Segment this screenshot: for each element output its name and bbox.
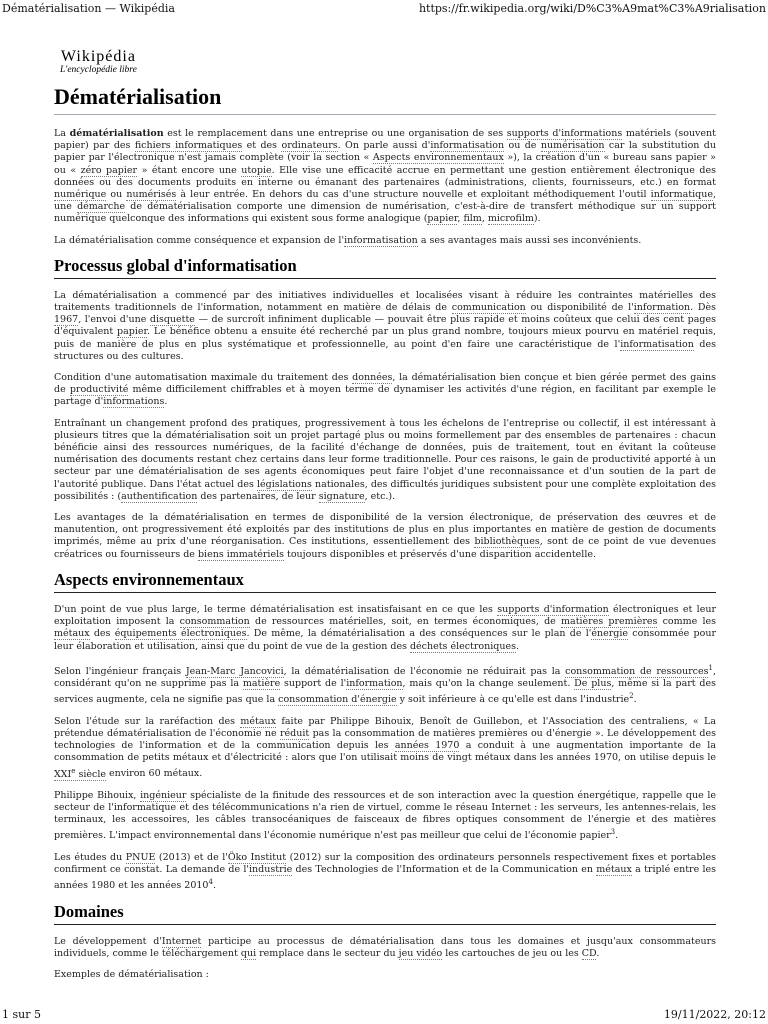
logo-wordmark: Wikipédia bbox=[60, 48, 136, 65]
page-title: Dématérialisation bbox=[54, 84, 716, 115]
print-footer bbox=[0, 1008, 768, 1022]
page-number: 1 sur 5 bbox=[2, 1008, 41, 1021]
section-heading-environnement: Aspects environnementaux bbox=[54, 570, 716, 593]
section-heading-processus: Processus global d'informatisation bbox=[54, 256, 716, 279]
print-header bbox=[0, 2, 768, 16]
wikipedia-logo[interactable] bbox=[60, 48, 137, 75]
processus-paragraph-3: Entraînant un changement profond des pratiques, progressivement à tous les échelons de l'entreprise ou collectif, il est intéressant à plusieurs titres que la dématérialisation soit un projet partagé plus ou moins formellement par des ensembles de partenaires : chacun bénéficie ainsi des ressources numériques, de la facilité d'échange de données, puis de traitement, tout en évitant la coûteuse numérisation des documents restant chez certains dans leur forme traditionnelle. Pour ces raisons, le gain de productivité apporté à un secteur par une dématérialisation de ses agents économiques peut faire l'objet d'une reconnaissance et d'un soutien de la part de l'autorité publique. Dans l'état actuel des législations nationales, des difficultés juridiques subsistent pour une complète exploitation des possibilités : (authentification des partenaires, de leur signature, etc.). bbox=[54, 417, 717, 502]
print-datetime: 19/11/2022, 20:12 bbox=[663, 1008, 766, 1021]
logo-tagline: L'encyclopédie libre bbox=[60, 65, 137, 75]
section-heading-domaines: Domaines bbox=[54, 902, 716, 925]
print-header-title: Dématérialisation — Wikipédia bbox=[2, 2, 175, 15]
environnement-paragraph-5: Les études du PNUE (2013) et de l'Öko Institut (2012) sur la composition des ordinateurs personnels respectivement fixes et portables confirment ce constat. La demande de l'industrie des Technologies de l'Information et de la Communication en métaux a triplé entre les années 1980 et les années 2010$^4$. bbox=[54, 851, 717, 892]
intro-paragraph-2: La dématérialisation comme conséquence et expansion de l'informatisation a ses avantages mais aussi ses inconvénients. bbox=[54, 234, 642, 246]
article-content bbox=[54, 84, 716, 990]
processus-paragraph-1: La dématérialisation a commencé par des initiatives individuelles et localisées visant à réduire les contraintes matérielles des traitements traditionnels de l'information, notamment en matière de délais de communication ou disponibilité de l'information. Dès 1967, l'envoi d'une disquette — de surcroît infiniment duplicable — pouvait être plus rapide et moins coûteux que celui des cent pages d'équivalent papier. Le bénéfice obtenu a ensuite été recherché par un plus grand nombre, toujours mieux pourvu en matériel requis, puis de manière de plus en plus systématique et professionnelle, au point d'en faire une caractéristique de l'informatisation des structures ou des cultures. bbox=[54, 289, 717, 362]
processus-paragraph-2: Condition d'une automatisation maximale du traitement des données, la dématérialisation bien conçue et bien gérée permet des gains de productivité même difficilement chiffrables et à moyen terme de dynamiser les activités d'une région, en facilitant par exemple le partage d'informations. bbox=[54, 372, 716, 408]
processus-paragraph-4: Les avantages de la dématérialisation en termes de disponibilité de la version électronique, de préservation des œuvres et de manutention, ont progressivement été exploités par des institutions de plus en plus importantes en matière de gestion de documents imprimés, même au prix d'une réorganisation. Ces institutions, essentiellement des bibliothèques, sont de ce point de vue devenues créatrices ou fournisseurs de biens immatériels toujours disponibles et préservés d'une disparition accidentelle. bbox=[54, 512, 716, 560]
intro-paragraph-1: La dématérialisation est le remplacement dans une entreprise ou une organisation de ses supports d'informations matériels (souvent papier) par des fichiers informatiques et des ordinateurs. On parle aussi d'informatisation ou de numérisation car la substitution du papier par l'électronique n'est jamais complète (voir la section « Aspects environnementaux »), la création d'un « bureau sans papier » ou « zéro papier » étant encore une utopie. Elle vise une efficacité accrue en permettant une gestion entièrement électronique des données ou des documents produits en interne ou émanant des partenaires (administrations, clients, fournisseurs, etc.) en format numérique ou numérisés à leur entrée. En dehors du cas d'une structure nouvelle et exploitant méthodiquement l'outil informatique, une démarche de dématérialisation comporte une dimension de numérisation, c'est-à-dire de transfert méthodique sur un support numérique quelconque des informations qui existent sous forme analogique (papier, film, microfilm). bbox=[54, 128, 717, 225]
domaines-paragraph-1: Le développement d'Internet participe au processus de dématérialisation dans tous les domaines et jusqu'aux consommateurs individuels, comme le téléchargement qui remplace dans le secteur du jeu vidéo les cartouches de jeu ou les CD. bbox=[54, 935, 717, 959]
environnement-paragraph-3: Selon l'étude sur la raréfaction des métaux faite par Philippe Bihouix, Benoît de Guillebon, et l'Association des centraliens, « La prétendue dématérialisation de l'économie ne réduit pas la consommation de matières premières ou d'énergie ». Le développement des technologies de l'information et de la communication depuis les années 1970 a conduit à une augmentation importante de la consommation de petits métaux et d'électricité : alors que l'on utilisait moins de vingt métaux dans les années 1970, on utilise depuis le XXIe siècle environ 60 métaux. bbox=[54, 715, 716, 780]
environnement-paragraph-2: Selon l'ingénieur français Jean-Marc Jancovici, la dématérialisation de l'économie ne réduirait pas la consommation de ressources$^1$, considérant qu'on ne supprime pas la matière support de l'information, mais qu'on la change seulement. De plus, même si la part des services augmente, cela ne signifie pas que la consommation d'énergie y soit inférieure à ce qu'elle est dans l'industrie$^2$. bbox=[54, 663, 716, 706]
environnement-paragraph-4: Philippe Bihouix, ingénieur spécialiste de la finitude des ressources et de son interaction avec la question énergétique, rappelle que le secteur de l'informatique et des télécommunications n'a rien de virtuel, comme le réseau Internet : les serveurs, les antennes-relais, les terminaux, les accessoires, les câbles transocéaniques de faisceaux de fibres optiques consomment de l'énergie et des matières premières. L'impact environnemental dans l'économie numérique n'est pas meilleur que celui de l'économie papier$^3$. bbox=[54, 789, 717, 842]
print-header-url: https://fr.wikipedia.org/wiki/D%C3%A9mat%C3%A9rialisation bbox=[418, 2, 766, 15]
domaines-paragraph-2: Exemples de dématérialisation : bbox=[54, 968, 209, 980]
environnement-paragraph-1: D'un point de vue plus large, le terme dématérialisation est insatisfaisant en ce que les supports d'information électroniques et leur exploitation imposent la consommation de ressources matérielles, soit, en termes économiques, de matières premières comme les métaux des équipements électroniques. De même, la dématérialisation a des conséquences sur le plan de l'énergie consommée pour leur élaboration et utilisation, ainsi que du point de vue de la gestion des déchets électroniques. bbox=[54, 603, 717, 652]
